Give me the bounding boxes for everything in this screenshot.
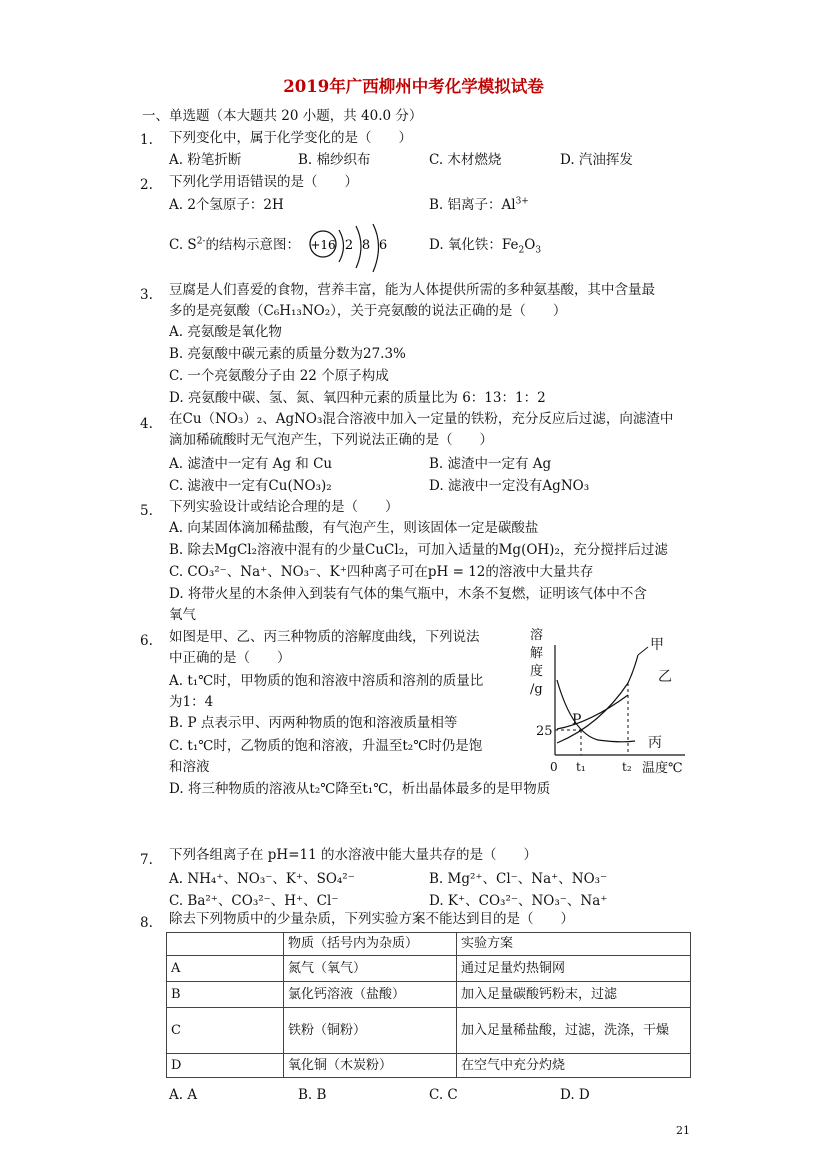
page-number: 21 [676,1124,690,1137]
option-c-cont: 和溶液 [169,759,210,775]
option-a: A. NH₄⁺、NO₃⁻、K⁺、SO₄²⁻ [169,871,355,887]
table-cell: 氯化钙溶液（盐酸） [284,982,457,1008]
table-row [167,982,691,1008]
question-stem: 下列实验设计或结论合理的是（ ） [169,499,399,515]
y-axis-label-2: 解 [530,646,544,661]
y-tick-25: 25 [536,724,553,739]
option-d: D. 滤液中一定没有AgNO₃ [429,478,590,494]
option-a: A. t₁℃时，甲物质的饱和溶液中溶质和溶剂的质量比 [169,673,484,689]
shell-1-label: 2 [344,238,354,253]
question-stem: 多的是亮氨酸（C₆H₁₃NO₂），关于亮氨酸的说法正确的是（ ） [169,303,567,319]
table-cell: D [167,1054,284,1078]
question-stem: 在Cu（NO₃）₂、AgNO₃混合溶液中加入一定量的铁粉，充分反应后过滤，向滤渣中 [169,411,674,427]
page-title: 2019年广西柳州中考化学模拟试卷 [283,77,544,96]
option-b: B. 除去MgCl₂溶液中混有的少量CuCl₂，可加入适量的Mg(OH)₂，充分搅拌后过滤 [169,542,668,558]
header-cell [167,933,284,956]
series-label-yi: 乙 [658,669,672,685]
question-number: 4. [140,416,153,432]
table-header-row [167,933,691,956]
question-number: 6. [140,633,153,649]
shell-2-label: 8 [361,238,371,253]
option-d: D. K⁺、CO₃²⁻、NO₃⁻、Na⁺ [429,893,608,909]
option-c: C. 一个亮氨酸分子由 22 个原子构成 [169,368,389,384]
option-a: A. 亮氨酸是氧化物 [169,324,282,340]
option-b: B. P 点表示甲、丙两种物质的饱和溶液质量相等 [169,715,458,731]
option-c: C. C [429,1087,458,1103]
x-tick-t2: t₂ [622,760,632,774]
series-yi-line [557,695,628,729]
table-row [167,956,691,982]
option-a-cont: 为1：4 [169,694,214,710]
table-cell: B [167,982,284,1008]
table-row [167,1008,691,1054]
atom-structure-diagram [306,222,401,274]
series-label-bing: 丙 [648,735,662,751]
option-b: B. B [298,1087,327,1103]
y-axis-label-1: 溶 [530,628,544,643]
question-number: 2. [140,177,153,193]
option-d: D. 将带火星的木条伸入到装有气体的集气瓶中，木条不复燃，证明该气体中不含 [169,586,647,602]
question-number: 3. [140,287,153,303]
table-row [167,1054,691,1078]
table-cell: 氧化铜（木炭粉） [284,1054,457,1078]
table-cell: 加入足量碳酸钙粉末，过滤 [457,982,691,1008]
x-tick-t1: t₁ [576,760,586,774]
question-number: 5. [140,503,153,519]
atom-nucleus-label: +16 [310,238,336,252]
option-b: B. 滤渣中一定有 Ag [429,456,552,472]
solubility-chart [520,625,695,780]
option-d: D. 亮氨酸中碳、氢、氮、氧四种元素的质量比为 6：13：1：2 [169,390,546,406]
option-b: B. Mg²⁺、Cl⁻、Na⁺、NO₃⁻ [429,871,608,887]
options-table [166,932,691,1078]
question-stem: 中正确的是（ ） [169,650,291,666]
option-d: D. 汽油挥发 [560,152,633,168]
question-stem: 如图是甲、乙、丙三种物质的溶解度曲线，下列说法 [169,629,480,645]
jia-leader [638,647,648,655]
option-b: B. 亮氨酸中碳元素的质量分数为27.3% [169,346,406,362]
table-cell: 氮气（氧气） [284,956,457,982]
option-c: C. $S^{2-}$的结构示意图： [169,236,300,253]
question-stem: 下列各组离子在 pH=11 的水溶液中能大量共存的是（ ） [169,847,537,863]
table-cell: C [167,1008,284,1054]
option-c: C. 滤液中一定有Cu(NO₃)₂ [169,478,332,494]
header-cell: 物质（括号内为杂质） [284,933,457,956]
option-c: C. Ba²⁺、CO₃²⁻、H⁺、Cl⁻ [169,893,339,909]
question-number: 7. [140,852,153,868]
option-b: B. 棉纱织布 [298,152,371,168]
option-d: D. 氧化铁：$Fe_2O_3$ [429,237,542,256]
option-d-cont: 氧气 [169,607,196,623]
shell-3-label: 6 [378,238,388,253]
table-cell: 在空气中充分灼烧 [457,1054,691,1078]
series-label-jia: 甲 [650,637,664,653]
question-stem: 豆腐是人们喜爱的食物，营养丰富，能为人体提供所需的多种氨基酸，其中含量最 [169,282,655,298]
option-c: C. CO₃²⁻、Na⁺、NO₃⁻、K⁺四种离子可在pH = 12的溶液中大量共存 [169,564,594,580]
table-cell: 铁粉（铜粉） [284,1008,457,1054]
question-number: 8. [140,915,153,931]
point-p-label: P [572,712,582,728]
y-axis-label-3: 度 [530,664,544,679]
option-d: D. 将三种物质的溶液从t₂℃降至t₁℃，析出晶体最多的是甲物质 [169,781,551,797]
option-c: C. 木材燃烧 [429,152,502,168]
table-cell: 加入足量稀盐酸，过滤，洗涤，干燥 [457,1008,691,1054]
option-a: A. 向某固体滴加稀盐酸，有气泡产生，则该固体一定是碳酸盐 [169,520,539,536]
option-a: A. 2个氢原子：2H [169,197,284,213]
option-c: C. t₁℃时，乙物质的饱和溶液，升温至t₂℃时仍是饱 [169,738,483,754]
section-heading: 一、单选题（本大题共 20 小题，共 40.0 分） [142,108,423,124]
option-a: A. 滤渣中一定有 Ag 和 Cu [169,456,333,472]
table-cell: 通过足量灼热铜网 [457,956,691,982]
question-stem: 滴加稀硫酸时无气泡产生，下列说法正确的是（ ） [169,432,493,448]
question-stem: 下列变化中，属于化学变化的是（ ） [169,130,412,146]
option-b: B. 铝离子：$Al^{3+}$ [429,196,529,213]
question-stem: 下列化学用语错误的是（ ） [169,174,358,190]
question-number: 1. [140,132,153,148]
option-a: A. A [169,1087,198,1103]
option-a: A. 粉笔折断 [169,152,242,168]
question-stem: 除去下列物质中的少量杂质，下列实验方案不能达到目的是（ ） [169,911,574,927]
x-tick-0: 0 [550,760,558,774]
header-cell: 实验方案 [457,933,691,956]
table-cell: A [167,956,284,982]
x-axis-label: 温度℃ [642,761,683,776]
y-axis-label-4: /g [530,682,543,697]
option-d: D. D [560,1087,590,1103]
